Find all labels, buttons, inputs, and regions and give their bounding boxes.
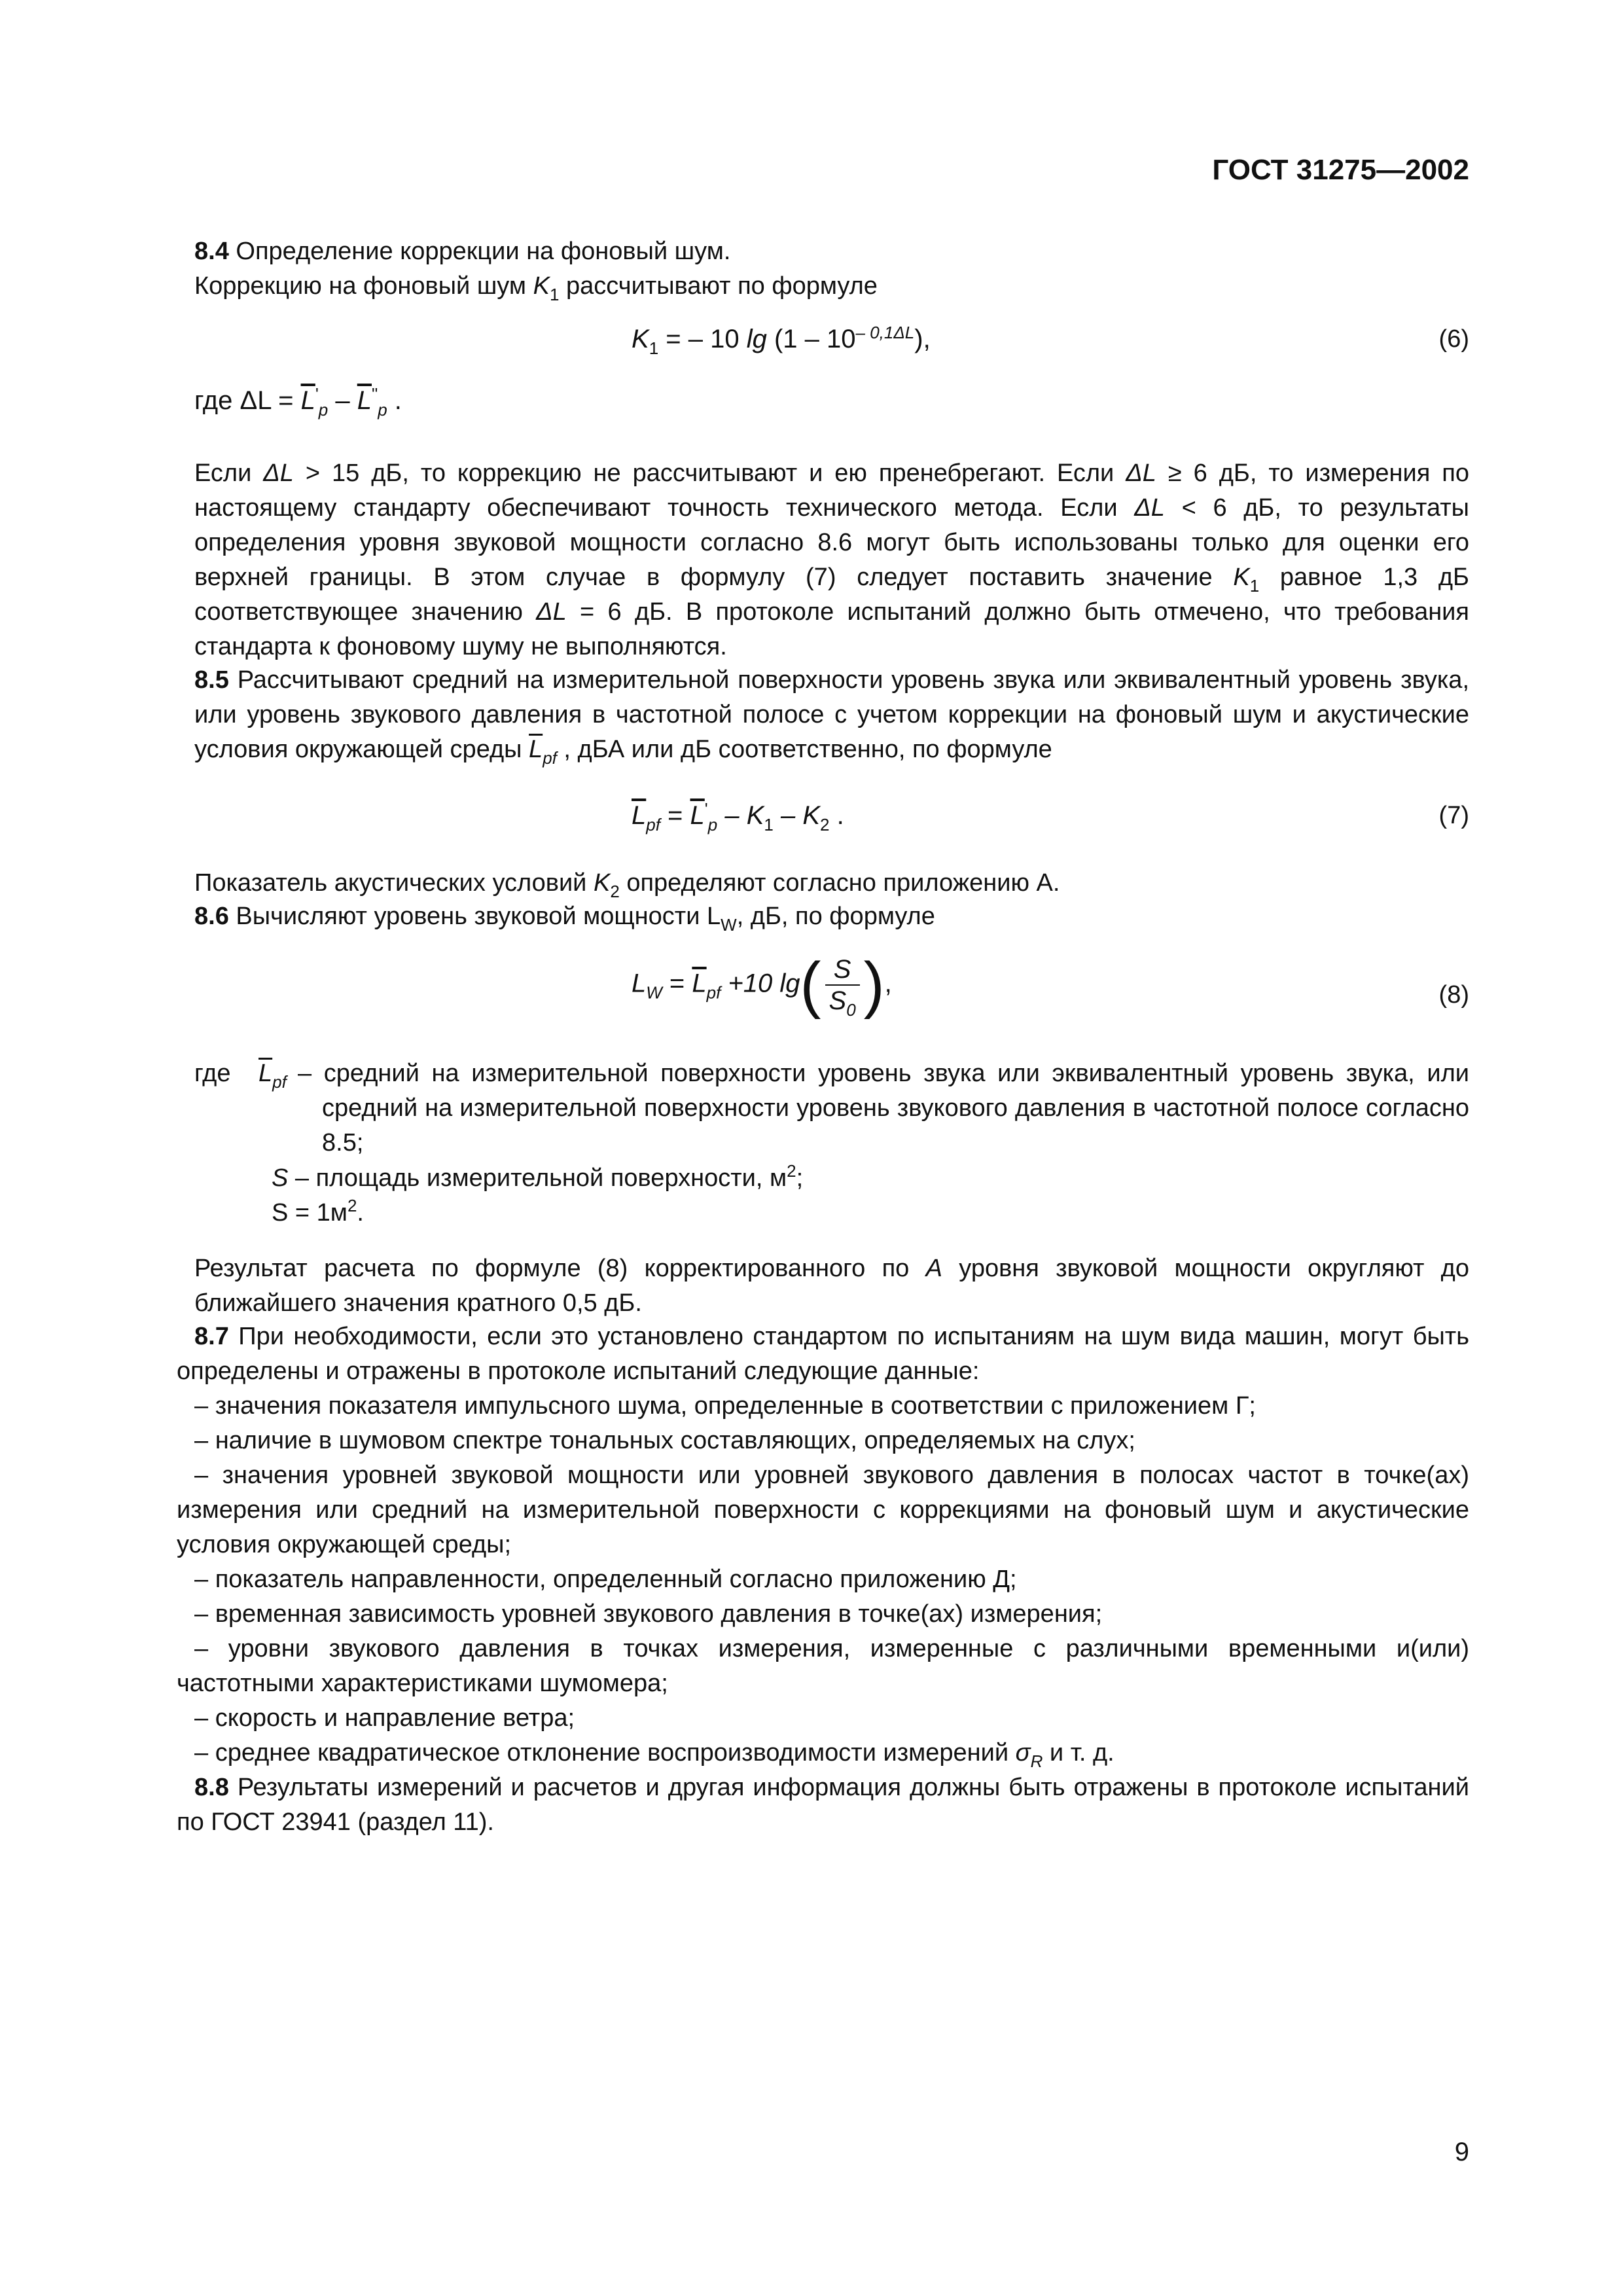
list-item: – скорость и направление ветра; [194, 1704, 575, 1732]
symbol: $\overline{L}$ [259, 1060, 273, 1087]
symbol: K [593, 869, 611, 897]
subscript: 1 [649, 338, 659, 358]
text: Показатель акустических условий [194, 869, 594, 897]
lg: lg [779, 969, 800, 998]
list-item: – показатель направленности, определенный согласно приложению Д; [194, 1566, 1017, 1593]
symbol: K [1233, 564, 1250, 591]
s-definition [272, 1161, 1253, 1196]
lg: lg [746, 325, 767, 353]
symbol-k: K [632, 325, 649, 353]
list-item: – уровни звукового давления в точках измерения, измеренные с различными временными и(или) частотными характеристиками шумомера; [177, 1635, 1469, 1697]
subscript: p [707, 815, 718, 834]
formula-6 [632, 322, 931, 357]
symbol: S [272, 1199, 289, 1227]
section-number: 8.7 [194, 1323, 229, 1350]
symbol: S [272, 1164, 289, 1192]
section-8-8 [177, 1770, 1469, 1840]
equation-number-7: (7) [1438, 802, 1469, 829]
list-item: – временная зависимость уровней звукового давления в точке(ах) измерения; [194, 1600, 1103, 1628]
symbol-k: K [533, 272, 550, 300]
text: ), [914, 325, 931, 353]
formula-intro [194, 269, 1469, 304]
subscript: pf [706, 982, 721, 1003]
paragraph [177, 1319, 1469, 1389]
text: = 6 дБ. В протоколе испытаний должно быть отмечено, что требования стандарта к фоновому шуму не выполняются. [194, 598, 1469, 660]
text: Результат расчета по формуле (8) корректированного по [194, 1255, 926, 1282]
text: Вычисляют уровень звуковой мощности L [228, 903, 721, 930]
delta-l-definition [194, 384, 402, 418]
text: < 6 дБ, то результаты определения уровня звуковой мощности согласно 8.6 могут быть использованы только для оценки его верхней границы. В этом случае в формулу (7) следует поставить значение [194, 494, 1469, 591]
subscript: 1 [764, 815, 774, 834]
text: – K [773, 801, 820, 830]
where-label: где [194, 1060, 231, 1087]
text: При необходимости, если это установлено стандартом по испытаниям на шум вида машин, могут быть определены и отражены в протоколе испытаний следующие данные: [177, 1323, 1469, 1385]
symbol: ΔL [1126, 459, 1156, 487]
symbol: $\overline{L}$ [690, 801, 705, 830]
equation-number-8: (8) [1438, 981, 1469, 1009]
text: и т. д. [1043, 1739, 1115, 1767]
symbol: $\overline{L}$ [529, 736, 543, 763]
list-item [177, 1736, 1469, 1770]
list-item: – значения показателя импульсного шума, определенные в соответствии с приложением Г; [194, 1392, 1256, 1420]
symbol: ΔL [536, 598, 567, 626]
subscript: W [721, 915, 737, 935]
paragraph [194, 1251, 1469, 1321]
s0-definition [272, 1196, 1253, 1230]
section-8-4 [194, 234, 1469, 304]
k2-paragraph [194, 866, 1469, 901]
text: , дБА или дБ соответственно, по формуле [556, 736, 1052, 763]
text: = [660, 801, 690, 830]
symbol: S [829, 986, 847, 1015]
fraction [825, 954, 860, 1020]
prime: ' [704, 799, 708, 819]
subscript: W [646, 982, 662, 1003]
denominator [825, 986, 860, 1020]
subscript: pf [646, 815, 660, 834]
superscript: 2 [787, 1161, 796, 1181]
section-number: 8.8 [194, 1774, 229, 1801]
text: ≥ 6 дБ, то измерения по настоящему стандарту обеспечивают точность технического метода. Если [194, 459, 1470, 522]
formula-7 [632, 798, 844, 833]
subscript: 0 [846, 1000, 856, 1020]
subscript: 1 [549, 285, 560, 304]
symbol-l: $\overline{L}$ [357, 386, 372, 415]
list-item: – значения уровней звуковой мощности или уровней звукового давления в полосах частот в точке(ах) измерения или средний на измерительной поверхности с коррекциями на фоновый шум и акустические условия окружающей среды; [177, 1462, 1469, 1558]
prime: " [371, 384, 378, 404]
subscript: p [318, 400, 329, 420]
symbol: А [925, 1255, 942, 1282]
text: ; [796, 1164, 804, 1192]
text: Рассчитывают средний на измерительной поверхности уровень звука или эквивалентный уровень звука, или уровень звукового давления в частотной полосе с учетом коррекции на фоновый шум и акустические условия окружающей среды [194, 666, 1469, 763]
text: рассчитывают по формуле [559, 272, 878, 300]
text: Если [194, 459, 264, 487]
prime: ' [315, 384, 319, 404]
text: уровня звуковой мощности округляют до ближайшего значения кратного 0,5 дБ. [194, 1255, 1469, 1317]
equation-number-6: (6) [1438, 325, 1469, 353]
subscript: 1 [1249, 576, 1260, 596]
formula-8 [632, 950, 892, 1020]
subscript: pf [272, 1072, 287, 1092]
subscript: p [378, 400, 387, 420]
list-item: – наличие в шумовом спектре тональных составляющих, определяемых на слух; [194, 1427, 1135, 1454]
symbol-l: $\overline{L}$ [300, 386, 315, 415]
text: – площадь измерительной поверхности, м [288, 1164, 787, 1192]
page-number: 9 [1454, 2138, 1469, 2166]
text: – [328, 386, 357, 415]
symbol: σ [1015, 1739, 1031, 1767]
text: = – 10 [658, 325, 747, 353]
text: = 1м [288, 1199, 348, 1227]
section-title: Определение коррекции на фоновый шум. [228, 238, 731, 265]
text: . [829, 801, 844, 830]
text: Результаты измерений и расчетов и другая информация должны быть отражены в протоколе испытаний по ГОСТ 23941 (раздел 11). [177, 1774, 1469, 1836]
text: – среднее квадратическое отклонение воспроизводимости измерений [194, 1739, 1016, 1767]
paragraph [194, 866, 1469, 901]
text: . [387, 386, 402, 415]
text: Коррекцию на фоновый шум [194, 272, 533, 300]
text: , дБ, по формуле [736, 903, 935, 930]
left-paren-icon: ( [800, 950, 821, 1020]
section-8-6 [194, 899, 1469, 934]
symbol: ΔL [1134, 494, 1165, 522]
section-number: 8.4 [194, 238, 229, 265]
paragraph [194, 456, 1469, 664]
where-definition: – средний на измерительной поверхности уровень звука или эквивалентный уровень звука, или средний на измерительной поверхности уровень звукового давления в частотной полосе согласно 8.5; [298, 1060, 1469, 1157]
text: +10 [721, 969, 780, 998]
subscript: 2 [820, 815, 830, 834]
paragraph-delta-l [194, 456, 1469, 664]
paragraph [194, 899, 1469, 934]
subscript: 2 [610, 882, 620, 901]
standard-header: ГОСТ 31275—2002 [1212, 154, 1469, 186]
text: = [662, 969, 692, 998]
symbol: ΔL [263, 459, 294, 487]
superscript: 2 [347, 1196, 357, 1215]
section-number: 8.5 [194, 666, 229, 694]
text: – K [717, 801, 764, 830]
paragraph [194, 663, 1469, 767]
text: определяют согласно приложению А. [619, 869, 1060, 897]
text: где ΔL = [194, 386, 301, 415]
section-8-7 [177, 1319, 1469, 1840]
numerator: S [825, 954, 860, 986]
symbol: $\overline{L}$ [632, 801, 647, 830]
text: равное 1,3 дБ соответствующее значению [194, 564, 1469, 626]
subscript: R [1030, 1751, 1043, 1771]
text: > 15 дБ, то коррекцию не рассчитывают и ею пренебрегают. Если [293, 459, 1126, 487]
right-paren-icon: ) [863, 950, 885, 1020]
text: . [357, 1199, 364, 1227]
symbol: $\overline{L}$ [692, 969, 707, 998]
exponent: – 0,1ΔL [855, 323, 915, 342]
section-number: 8.6 [194, 903, 229, 930]
subscript: pf [543, 748, 557, 768]
text: (1 – 10 [766, 325, 856, 353]
section-8-5 [194, 663, 1469, 767]
text: , [884, 969, 892, 998]
result-paragraph [194, 1251, 1469, 1321]
section-8-4-title [194, 234, 1469, 269]
symbol: L [632, 969, 647, 998]
